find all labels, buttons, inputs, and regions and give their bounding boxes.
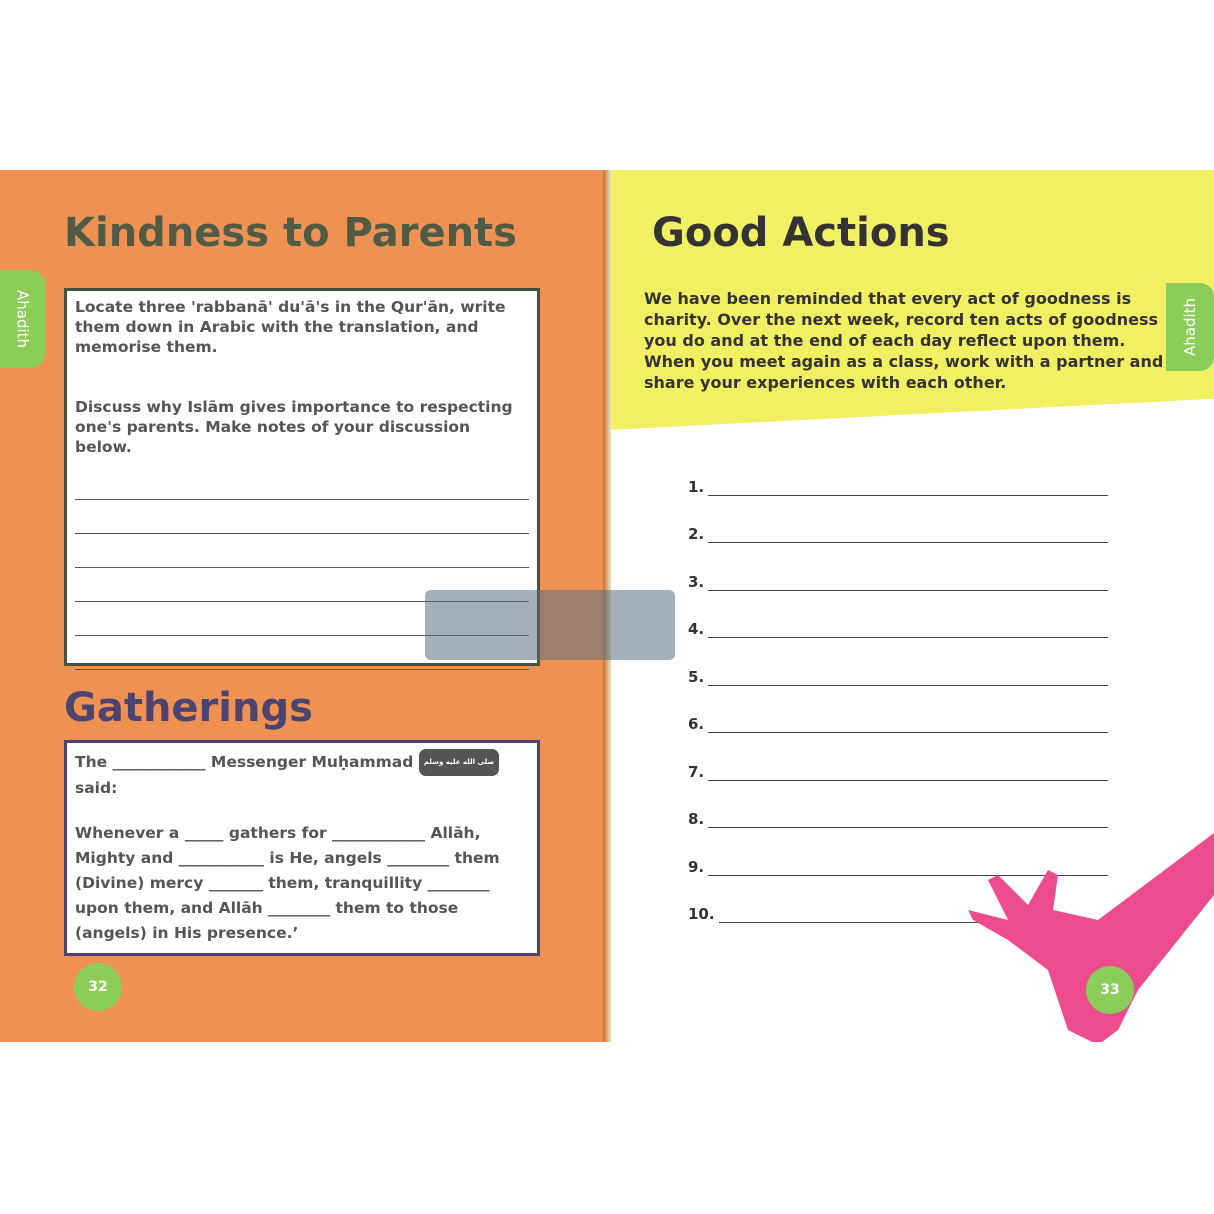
- item-number: 4.: [688, 620, 705, 638]
- item-number: 7.: [688, 762, 705, 781]
- writing-line[interactable]: [708, 576, 1108, 591]
- list-item[interactable]: [688, 496, 1108, 544]
- section-tab: Ahadith: [1166, 283, 1214, 371]
- writing-line[interactable]: [708, 528, 1108, 543]
- writing-line[interactable]: [708, 671, 1108, 686]
- page-number: 33: [1086, 966, 1134, 1014]
- writing-line[interactable]: [708, 766, 1108, 781]
- item-number: 3.: [688, 572, 705, 591]
- item-number: 2.: [688, 525, 705, 543]
- section-title: Gatherings: [64, 685, 313, 731]
- writing-line[interactable]: [75, 567, 529, 568]
- section-tab: Ahadith: [0, 270, 45, 368]
- writing-line[interactable]: [708, 623, 1108, 638]
- item-number: 6.: [688, 715, 705, 733]
- said-label: said:: [75, 779, 118, 797]
- hadith-box: [64, 740, 540, 956]
- list-item[interactable]: [688, 781, 1108, 829]
- writing-line[interactable]: [708, 718, 1108, 733]
- writing-line[interactable]: [708, 813, 1108, 828]
- right-page: [608, 170, 1214, 1042]
- hand-illustration: [968, 830, 1214, 1042]
- writing-line[interactable]: [75, 499, 529, 500]
- page-number: 32: [74, 963, 122, 1011]
- hadith-intro: The ____________ Messenger Muḥammad: [75, 753, 414, 771]
- list-item[interactable]: [688, 591, 1108, 639]
- page-title: Good Actions: [652, 210, 950, 256]
- watermark-logo: [425, 590, 675, 660]
- intro-text: We have been reminded that every act of goodness is charity. Over the next week, record ten acts of goodness you do and at the end of each day reflect upon them. When you meet again as a class, work with a partner and share your experiences with each other.: [644, 289, 1164, 392]
- list-item[interactable]: [688, 686, 1108, 734]
- item-number: 9.: [688, 857, 705, 876]
- writing-line[interactable]: [75, 533, 529, 534]
- instruction: Locate three 'rabbanā' du'ā's in the Qur'ān, write them down in Arabic with the translation, and memorise them.: [75, 298, 506, 356]
- item-number: 1.: [688, 477, 705, 496]
- writing-line[interactable]: [75, 669, 529, 670]
- list-item[interactable]: [688, 638, 1108, 686]
- writing-line[interactable]: [708, 481, 1108, 496]
- hadith-text: Whenever a _____ gathers for ____________ Allāh, Mighty and ___________ is He, angels ________ them (Divine) mercy _______ them, tranquillity ________ upon them, and Allāh ________ them to those (angels) in His presence.’: [75, 824, 500, 942]
- item-number: 5.: [688, 667, 705, 686]
- list-item[interactable]: [688, 448, 1108, 496]
- page-title: Kindness to Parents: [64, 210, 517, 256]
- list-item[interactable]: [688, 543, 1108, 591]
- instruction: Discuss why Islām gives importance to respecting one's parents. Make notes of your discussion below.: [75, 398, 513, 456]
- pbuh-badge: صلى الله عليه وسلم: [419, 749, 499, 776]
- item-number: 8.: [688, 810, 705, 828]
- list-item[interactable]: [688, 733, 1108, 781]
- item-number: 10.: [688, 905, 715, 923]
